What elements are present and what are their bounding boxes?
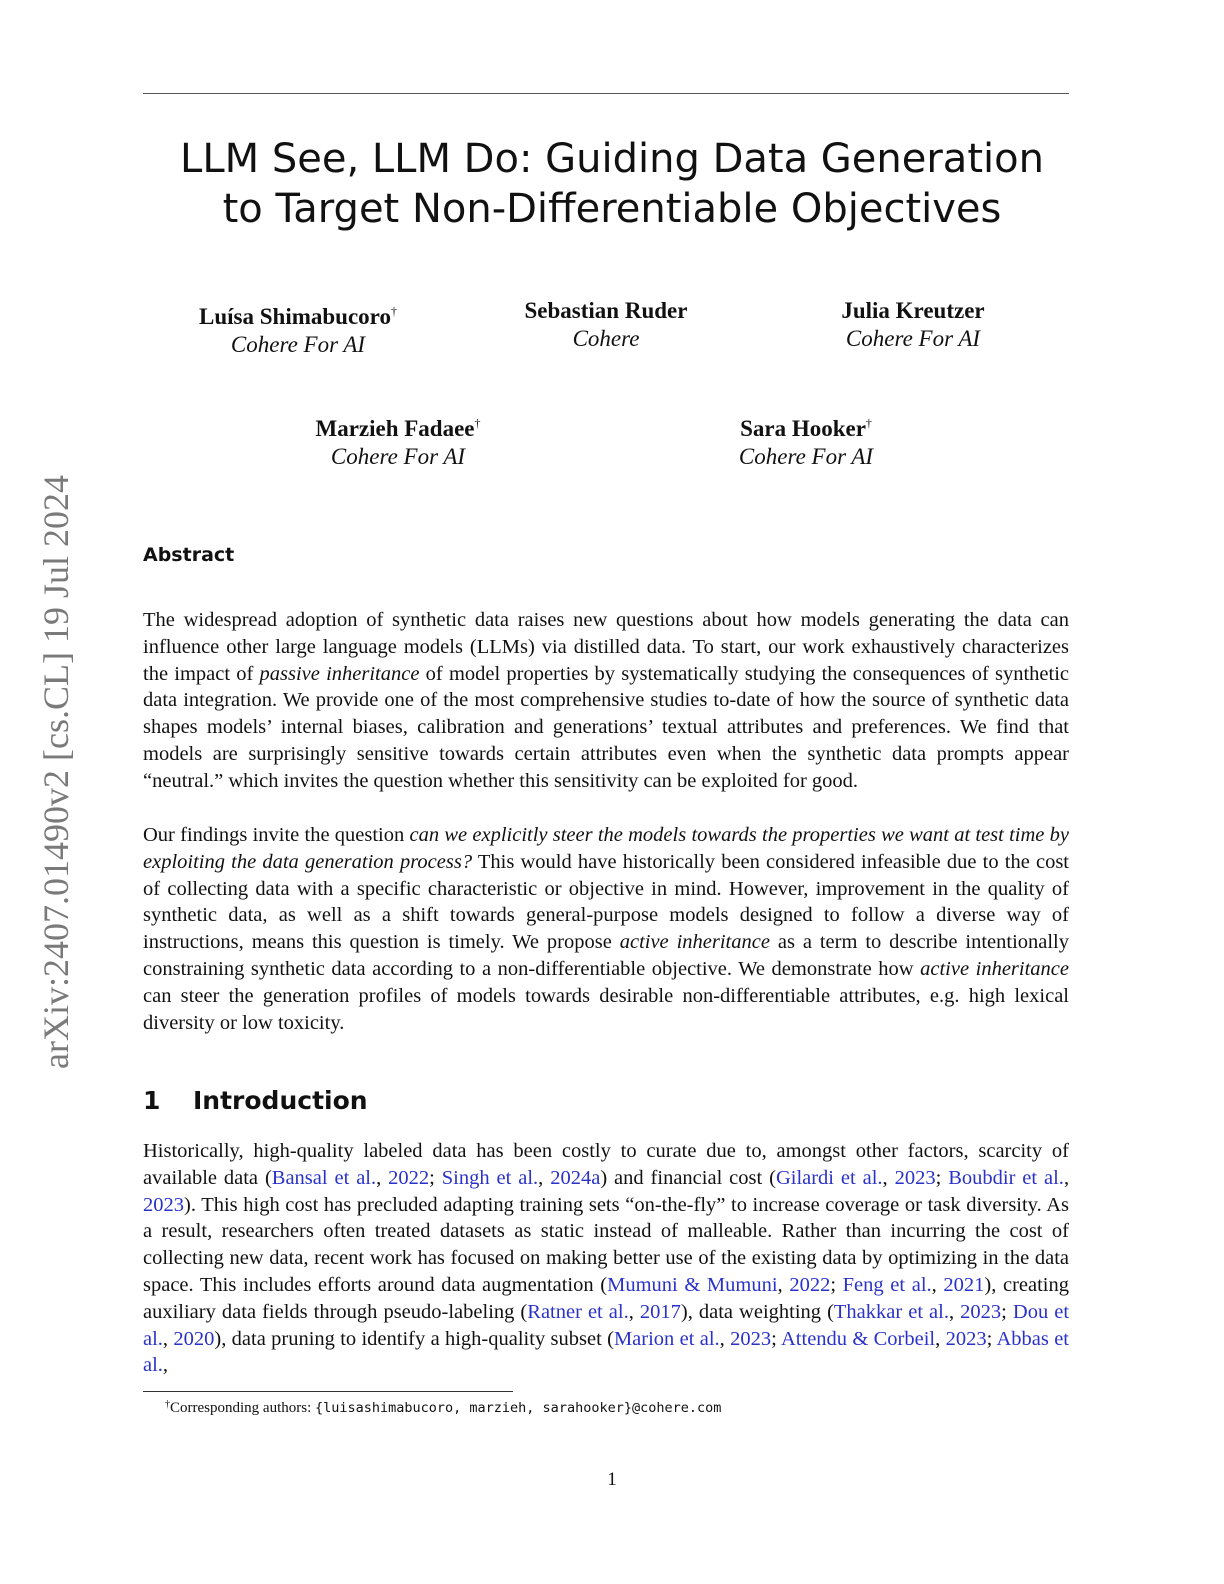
citation-year-link[interactable]: 2023 bbox=[960, 1300, 1002, 1323]
citation-link[interactable]: Bansal et al. bbox=[271, 1166, 377, 1189]
citation-year-link[interactable]: 2020 bbox=[173, 1327, 215, 1350]
citation-link[interactable]: Attendu & Corbeil bbox=[781, 1327, 936, 1350]
intro-paragraph: Historically, high-quality labeled data has been costly to curate due to, amongst other factors, scarcity of available data (Bansal et al., 2022; Singh et al., 2024a) and financial cost (Gilardi et al., 2023; Boubdir et al., 2023). This high cost has precluded adapting training sets “on-the-fly” to increase coverage or task diversity. As a result, researchers often treated datasets as static instead of malleable. Rather than incurring the cost of collecting new data, recent work has focused on making better use of the existing data by optimizing in the data space. This includes efforts around data augmentation (Mumuni & Mumuni, 2022; Feng et al., 2021), creating auxiliary data fields through pseudo-labeling (Ratner et al., 2017), data weighting (Thakkar et al., 2023; Dou et al., 2020), data pruning to identify a high-quality subset (Marion et al., 2023; Attendu & Corbeil, 2023; Abbas et al., bbox=[143, 1140, 1070, 1377]
citation-year-link[interactable]: 2023 bbox=[730, 1327, 772, 1350]
abstract-heading: Abstract bbox=[143, 544, 235, 566]
citation-year-link[interactable]: 2022 bbox=[388, 1166, 430, 1189]
text-run: This would have historically been considered infeasible due to the cost of collecting data with a specific characteristic or objective in mind. However, improvement in the quality of synthetic data, as well as a shift towards general-purpose models designed to follow a diverse way of instructions, means this question is timely. We propose bbox=[143, 850, 1069, 954]
footnote-mark: † bbox=[165, 1399, 170, 1410]
citation-link[interactable]: Ratner et al. bbox=[527, 1300, 629, 1323]
author-affiliation: Cohere bbox=[572, 326, 640, 351]
footnote-mark: † bbox=[865, 416, 872, 430]
text-run: ), creating auxiliary data fields through pseudo-labeling ( bbox=[143, 1273, 1070, 1323]
citation-year-link[interactable]: 2024a bbox=[550, 1166, 601, 1189]
author-block bbox=[641, 409, 971, 471]
citation-link[interactable]: Thakkar et al. bbox=[833, 1300, 949, 1323]
citation-link[interactable]: Abbas et al. bbox=[143, 1327, 1069, 1377]
emphasis-text: can we explicitly steer the models towards the properties we want at test time by exploiting the data generation process? bbox=[143, 824, 1069, 873]
section-heading bbox=[143, 1086, 368, 1115]
emphasis-text: active inheritance bbox=[920, 957, 1069, 980]
footnote-emails: {luisashimabucoro, marzieh, sarahooker}@cohere.com bbox=[314, 1400, 722, 1416]
author-name: Sebastian Ruder bbox=[524, 298, 688, 323]
citation-year-link[interactable]: 2023 bbox=[945, 1327, 987, 1350]
title-line-2: to Target Non-Differentiable Objectives bbox=[222, 186, 1002, 232]
text-run: Historically, high-quality labeled data has been costly to curate due to, amongst other factors, scarcity of available data ( bbox=[143, 1140, 1069, 1189]
text-run: of model properties by systematically studying the consequences of synthetic data integration. We provide one of the most comprehensive studies to-date of how the source of synthetic data shapes models’ internal biases, calibration and generations’ textual attributes and preferences. We find that models are surprisingly sensitive towards certain attributes even when the synthetic data prompts appear “neutral.” which invites the question whether this sensitivity can be exploited for good. bbox=[143, 662, 1070, 792]
citation-link[interactable]: Feng et al. bbox=[842, 1273, 932, 1296]
text-run: ). This high cost has precluded adapting training sets “on-the-fly” to increase coverage or task diversity. As a result, researchers often treated datasets as static instead of malleable. Rather than incurring the cost of collecting new data, recent work has focused on making better use of the existing data by optimizing in the data space. This includes efforts around data augmentation ( bbox=[143, 1193, 1069, 1296]
author-affiliation: Cohere For AI bbox=[738, 444, 874, 469]
author-name: Julia Kreutzer bbox=[841, 298, 985, 323]
author-block bbox=[233, 409, 563, 471]
text-run: Our findings invite the question bbox=[143, 824, 410, 846]
arxiv-identifier: arXiv:2407.01490v2 [cs.CL] 19 Jul 2024 bbox=[36, 475, 76, 1069]
footnote bbox=[165, 1399, 721, 1417]
citation-link[interactable]: Singh et al. bbox=[441, 1166, 539, 1189]
footnote-text: Corresponding authors: bbox=[170, 1400, 315, 1416]
citation-year-link[interactable]: 2023 bbox=[894, 1166, 936, 1189]
text-run: can steer the generation profiles of models towards desirable non-differentiable attributes, e.g. high lexical diversity or low toxicity. bbox=[143, 984, 1069, 1034]
text-run: as a term to describe intentionally constraining synthetic data according to a non-differentiable objective. We demonstrate how bbox=[143, 931, 1069, 980]
author-block bbox=[748, 297, 1078, 353]
citation-year-link[interactable]: 2017 bbox=[639, 1300, 681, 1323]
text-run: ) and financial cost ( bbox=[600, 1166, 776, 1189]
footnote-mark: † bbox=[390, 304, 397, 318]
author-name: Marzieh Fadaee bbox=[315, 416, 475, 441]
text-run: The widespread adoption of synthetic data raises new questions about how models generating the data can influence other large language models (LLMs) via distilled data. To start, our work exhaustively characterizes the impact of bbox=[143, 609, 1069, 685]
section-title: Introduction bbox=[193, 1086, 368, 1115]
footnote-mark: † bbox=[474, 416, 481, 430]
text-run: ), data weighting ( bbox=[680, 1300, 834, 1323]
footnote-rule bbox=[143, 1391, 513, 1392]
citation-year-link[interactable]: 2021 bbox=[943, 1273, 985, 1296]
page-number: 1 bbox=[607, 1469, 617, 1490]
author-block bbox=[133, 297, 463, 359]
citation-link[interactable]: Mumuni & Mumuni bbox=[607, 1273, 778, 1296]
citation-link[interactable]: Gilardi et al. bbox=[775, 1166, 883, 1189]
paper-title bbox=[0, 134, 1224, 234]
abstract-paragraph-1 bbox=[143, 607, 1069, 795]
citation-link[interactable]: Boubdir et al. bbox=[948, 1166, 1064, 1189]
author-affiliation: Cohere For AI bbox=[230, 332, 366, 357]
text-run: , bbox=[162, 1354, 169, 1377]
emphasis-text: passive inheritance bbox=[259, 662, 420, 685]
citation-year-link[interactable]: 2022 bbox=[789, 1273, 831, 1296]
author-affiliation: Cohere For AI bbox=[845, 326, 981, 351]
citation-year-link[interactable]: 2023 bbox=[143, 1193, 184, 1216]
top-rule bbox=[143, 93, 1069, 94]
author-block bbox=[441, 297, 771, 353]
citation-link[interactable]: Marion et al. bbox=[613, 1327, 720, 1350]
text-run: ), data pruning to identify a high-quality subset ( bbox=[214, 1327, 614, 1350]
author-name: Sara Hooker bbox=[740, 416, 866, 441]
section-number: 1 bbox=[143, 1086, 161, 1115]
citation-link[interactable]: Dou et al. bbox=[143, 1300, 1070, 1350]
author-affiliation: Cohere For AI bbox=[330, 444, 466, 469]
author-name: Luísa Shimabucoro bbox=[199, 304, 391, 329]
abstract-paragraph-2 bbox=[143, 822, 1069, 1036]
emphasis-text: active inheritance bbox=[619, 931, 770, 954]
title-line-1: LLM See, LLM Do: Guiding Data Generation bbox=[180, 136, 1044, 182]
